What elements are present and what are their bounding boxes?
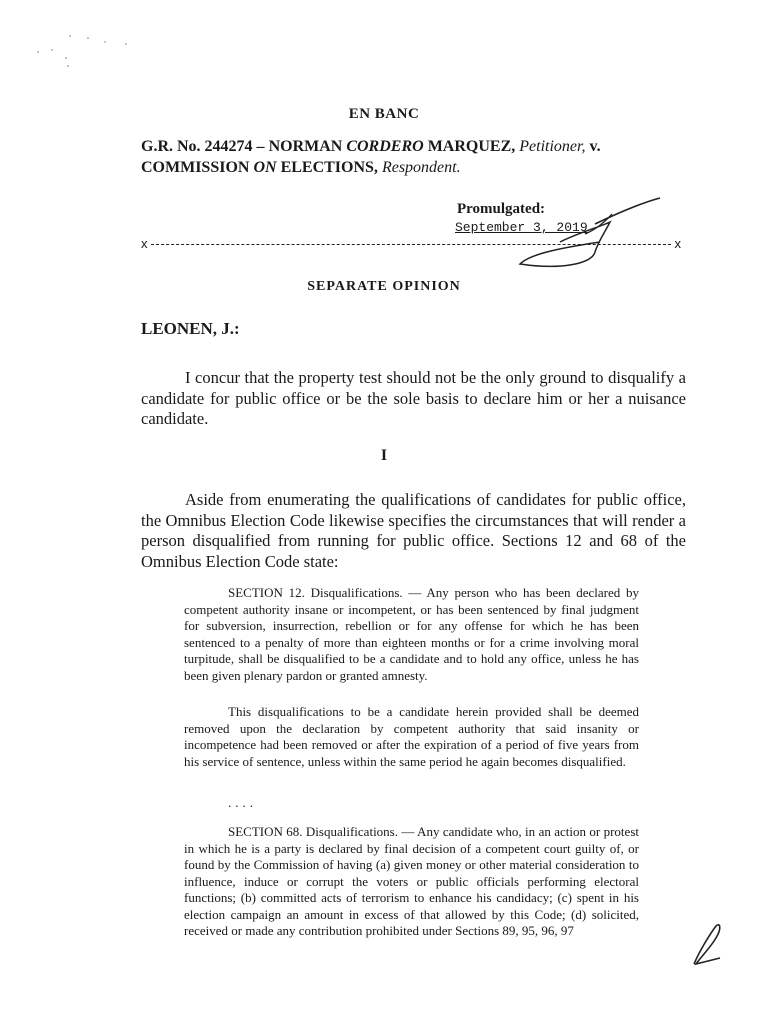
respondent-name-b: ON — [253, 159, 277, 176]
quoted-section-68: SECTION 68. Disqualifications. — Any candidate who, in an action or protest in which he is a party is declared by final decision of a competent court guilty of, or found by the Commission of having (a) given money or other material consideration to influence, induce or corrupt the voters or public officials performing electoral functions; (b) committed acts of terrorism to enhance his candidacy; (c) spent in his election campaign an amount in excess of that allowed by this Code; (d) solicited, received or made any contribution prohibited under Sections 89, 95, 96, 97 — [184, 824, 639, 938]
respondent-name-c: ELECTIONS, — [280, 159, 378, 176]
petitioner-role: Petitioner, — [519, 138, 586, 155]
handwritten-signature — [500, 192, 670, 272]
handwritten-initial — [686, 920, 726, 970]
petitioner-last-name: MARQUEZ, — [427, 138, 516, 155]
gr-number: G.R. No. 244274 – — [141, 138, 265, 155]
petitioner-middle-name: CORDERO — [346, 138, 424, 155]
caption-divider — [141, 236, 681, 250]
quoted-section-12: SECTION 12. Disqualifications. — Any person who has been declared by competent authority insane or incompetent, or has been sentenced by final judgment for subversion, insurrection, rebellion or for any offense for which he has been sentenced to a penalty of more than eighteen months or for a crime involving moral turpitude, shall be disqualified to be a candidate and to hold any office, unless he has been given plenary pardon or granted amnesty. — [184, 585, 639, 683]
divider-x-left: x — [141, 236, 148, 251]
promulgation-date: September 3, 2019 — [455, 220, 588, 235]
divider-dashes — [151, 244, 671, 245]
paragraph-2: Aside from enumerating the qualifications of candidates for public office, the Omnibus Election Code likewise specifies the circumstances that will render a person disqualified from running for public office. Sections 12 and 68 of the Omnibus Election Code state: — [141, 490, 686, 571]
respondent-name-a: COMMISSION — [141, 159, 250, 176]
versus: v. — [589, 138, 601, 155]
opinion-author: LEONEN, J.: — [141, 319, 240, 338]
petitioner-first-name: NORMAN — [268, 138, 343, 155]
section-numeral: I — [380, 447, 388, 464]
divider-x-right: x — [674, 236, 681, 251]
court-division-heading: EN BANC — [348, 106, 420, 122]
quoted-section-12-cont: This disqualifications to be a candidate herein provided shall be deemed removed upon the declaration by competent authority that said insanity or incompetence had been removed or after the expiration of a period of five years from his service of sentence, unless within the same period he again becomes disqualified. — [184, 704, 639, 769]
opinion-title: SEPARATE OPINION — [307, 279, 461, 294]
promulgated-label: Promulgated: — [457, 201, 546, 217]
case-caption — [141, 136, 701, 178]
omission-ellipsis: .... — [228, 795, 257, 810]
paragraph-1: I concur that the property test should not be the only ground to disqualify a candidate for public office or be the sole basis to declare him or her a nuisance candidate. — [141, 368, 686, 428]
scan-specks — [30, 30, 140, 70]
respondent-role: Respondent. — [381, 159, 461, 176]
